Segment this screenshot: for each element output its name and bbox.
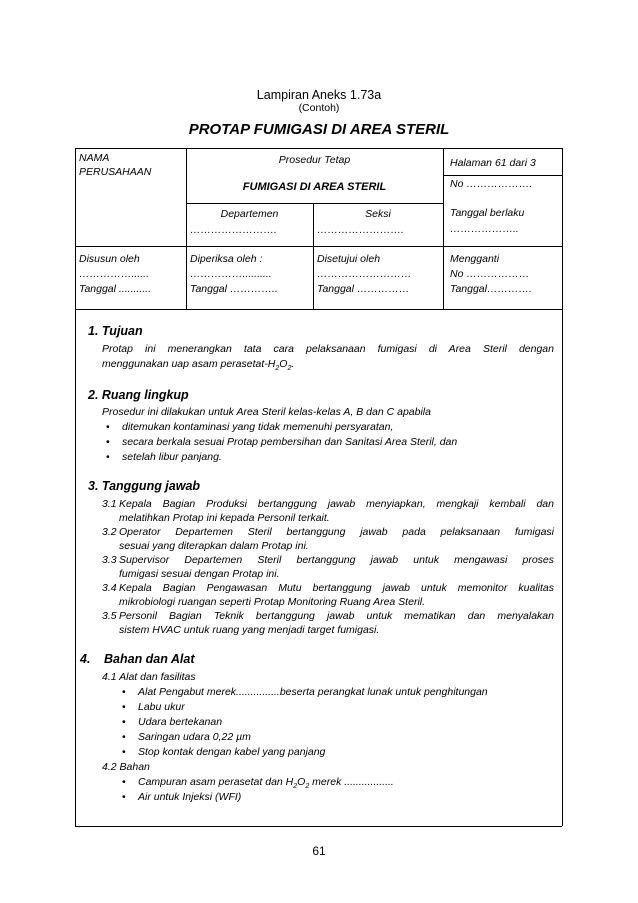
checked-by-value: ……………..........: [190, 268, 272, 280]
annex-label: Lampiran Aneks 1.73a: [256, 88, 382, 102]
approved-date: Tanggal ……………: [317, 283, 410, 295]
item-number: 3.3: [102, 554, 117, 566]
company-label-line2: PERUSAHAAN: [79, 166, 152, 178]
prepared-by-value: ……………......: [79, 268, 150, 280]
department-label: Departemen: [220, 208, 279, 220]
document-title: PROTAP FUMIGASI DI AREA STERIL: [188, 121, 450, 138]
responsibility-line2: sistem HVAC untuk ruang yang menjadi target fumigasi.: [119, 624, 380, 636]
list-item: • Saringan udara 0,22 µm: [122, 731, 251, 743]
section-3-title: 3. Tanggung jawab: [88, 479, 201, 493]
section-1-title: 1. Tujuan: [88, 324, 143, 338]
list-item: • Campuran asam perasetat dan $H_2O_2$ merek .................: [122, 776, 394, 791]
section-label: Seksi: [365, 208, 391, 220]
responsibility-line1: Supervisor Departemen Steril bertanggung jawab untuk mengawasi proses: [119, 554, 554, 566]
item-number: 3.4: [102, 582, 117, 594]
page-number: 61: [312, 844, 326, 858]
section-value: …………………….: [317, 224, 404, 236]
checked-by-label: Diperiksa oleh :: [190, 253, 263, 265]
prepared-by-label: Disusun oleh: [79, 253, 140, 265]
section-2-intro: Prosedur ini dilakukan untuk Area Steril kelas-kelas A, B dan C apabila: [102, 406, 431, 418]
list-item: • Udara bertekanan: [122, 716, 223, 728]
responsibility-line1: Personil Bagian Teknik bertanggung jawab untuk mematikan dan menyalakan: [119, 610, 554, 622]
responsibility-line1: Kepala Bagian Produksi bertanggung jawab menyiapkan, mengkaji kembali dan: [119, 498, 554, 510]
list-item: • Stop kontak dengan kabel yang panjang: [122, 746, 326, 758]
list-item: • Labu ukur: [122, 701, 185, 713]
list-item: • Air untuk Injeksi (WFI): [122, 791, 242, 803]
section-1-text-line1: Protap ini menerangkan tata cara pelaksanaan fumigasi di Area Steril dengan: [102, 343, 554, 355]
department-value: …………………….: [190, 224, 277, 236]
subsection-4-1: 4.1 Alat dan fasilitas: [102, 671, 196, 683]
section-4-number: 4.: [80, 652, 91, 666]
number-label: No ……………….: [450, 178, 533, 190]
list-item: • Alat Pengabut merek...............beserta perangkat lunak untuk penghitungan: [122, 686, 488, 698]
list-item: • setelah libur panjang.: [106, 451, 222, 463]
section-2-title: 2. Ruang lingkup: [88, 388, 189, 402]
replaces-date: Tanggal………….: [450, 283, 532, 295]
section-4-title: Bahan dan Alat: [104, 652, 195, 666]
responsibility-line2: sesuai yang diterapkan dalam Protap ini.: [119, 540, 309, 552]
company-label-line1: NAMA: [79, 152, 110, 164]
list-item: • secara berkala sesuai Protap pembersihan dan Sanitasi Area Steril, dan: [106, 436, 458, 448]
prepared-date: Tanggal ...........: [79, 283, 151, 295]
responsibility-line1: Operator Departemen Steril bertanggung jawab pada pelaksanaan fumigasi: [119, 526, 554, 538]
responsibility-line1: Kepala Bagian Pengawasan Mutu bertanggung jawab untuk memonitor kualitas: [119, 582, 554, 594]
replaces-number: No ………………: [450, 268, 530, 280]
example-label: (Contoh): [298, 102, 340, 114]
checked-date: Tanggal …………..: [190, 283, 278, 295]
page-label: Halaman 61 dari 3: [450, 157, 536, 169]
effective-date-value: ………………..: [450, 223, 519, 235]
list-item: • ditemukan kontaminasi yang tidak memenuhi persyaratan,: [106, 421, 394, 433]
responsibility-line2: fumigasi sesuai dengan Protap ini.: [119, 568, 280, 580]
subsection-4-2: 4.2 Bahan: [102, 761, 150, 773]
effective-date-label: Tanggal berlaku: [450, 207, 525, 219]
section-1-text-line2: menggunakan uap asam perasetat-$H_2O_2$.: [102, 358, 295, 373]
item-number: 3.2: [102, 526, 117, 538]
replaces-label: Mengganti: [450, 253, 500, 265]
responsibility-line2: melatihkan Protap ini kepada Personil terkait.: [119, 512, 330, 524]
approved-by-label: Disetujui oleh: [317, 253, 381, 265]
procedure-label: Prosedur Tetap: [278, 154, 351, 166]
responsibility-line2: mikrobiologi ruangan seperti Protap Monitoring Ruang Area Steril.: [119, 596, 426, 608]
procedure-title: FUMIGASI DI AREA STERIL: [242, 181, 387, 193]
item-number: 3.1: [102, 498, 117, 510]
item-number: 3.5: [102, 610, 117, 622]
approved-by-value: ………………………: [317, 268, 412, 280]
